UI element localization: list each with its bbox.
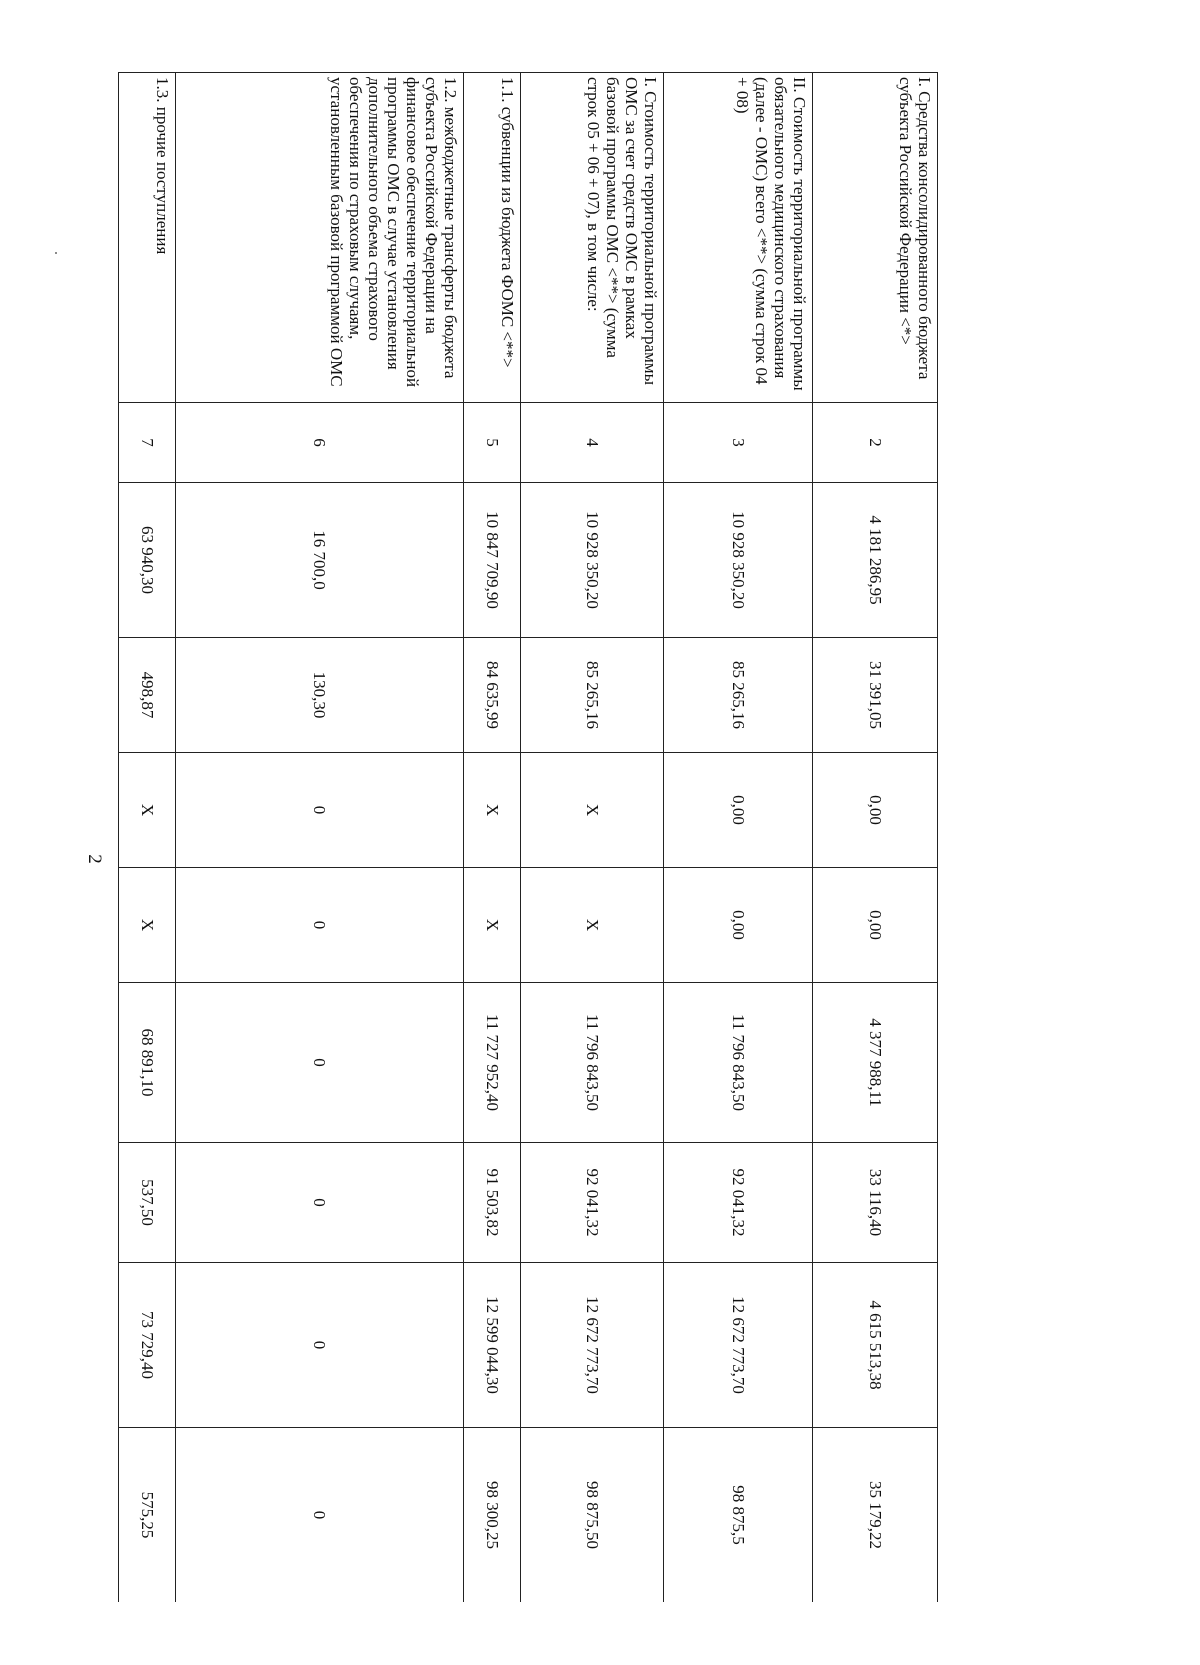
- value-cell: 33 116,40: [813, 1143, 938, 1263]
- value-cell: 92 041,32: [664, 1143, 813, 1263]
- value-cell: 10 928 350,20: [664, 483, 813, 638]
- value-cell: 575,25: [119, 1428, 176, 1603]
- table-row: [119, 73, 176, 1603]
- value-cell: 68 891,10: [119, 983, 176, 1143]
- value-cell: 10 847 709,90: [464, 483, 521, 638]
- table-row: [176, 73, 464, 1603]
- value-cell: 16 700,0: [176, 483, 464, 638]
- value-cell: 11 727 952,40: [464, 983, 521, 1143]
- value-cell: 0: [176, 983, 464, 1143]
- value-cell: 92 041,32: [521, 1143, 664, 1263]
- value-cell: 0: [176, 1143, 464, 1263]
- table-body: [119, 73, 938, 1603]
- value-cell: 35 179,22: [813, 1428, 938, 1603]
- value-cell: 130,30: [176, 638, 464, 753]
- row-line-number: 5: [464, 403, 521, 483]
- value-cell: X: [521, 868, 664, 983]
- value-cell: 0: [176, 868, 464, 983]
- value-cell: 4 615 513,38: [813, 1263, 938, 1428]
- table-row: [521, 73, 664, 1603]
- value-cell: X: [521, 753, 664, 868]
- value-cell: 11 796 843,50: [521, 983, 664, 1143]
- value-cell: 31 391,05: [813, 638, 938, 753]
- row-label: I. Стоимость территориальной программы ОМС за счет средств ОМС в рамках базовой программы ОМС <**> (сумма строк 05 + 06 + 07), в том числе:: [521, 73, 664, 403]
- value-cell: 537,50: [119, 1143, 176, 1263]
- row-label: II. Стоимость территориальной программы обязательного медицинского страхования (далее - ОМС) всего <**> (сумма строк 04 + 08): [664, 73, 813, 403]
- row-label: 1.2. межбюджетные трансферты бюджета субъекта Российской Федерации на финансовое обеспечение территориальной программы ОМС в случае установления дополнительного объема страхового обеспечения по страховым случаям, установленным базовой программой ОМС: [176, 73, 464, 403]
- row-line-number: 3: [664, 403, 813, 483]
- value-cell: 4 181 286,95: [813, 483, 938, 638]
- value-cell: 0: [176, 1428, 464, 1603]
- value-cell: 12 672 773,70: [521, 1263, 664, 1428]
- value-cell: 12 672 773,70: [664, 1263, 813, 1428]
- table-row: [813, 73, 938, 1603]
- value-cell: 0,00: [813, 868, 938, 983]
- value-cell: 12 599 044,30: [464, 1263, 521, 1428]
- value-cell: 0,00: [664, 753, 813, 868]
- row-line-number: 6: [176, 403, 464, 483]
- scan-speck: [55, 252, 57, 254]
- page-number: 2: [83, 854, 105, 864]
- value-cell: 0,00: [813, 753, 938, 868]
- row-line-number: 7: [119, 403, 176, 483]
- table-row: [664, 73, 813, 1603]
- value-cell: 98 300,25: [464, 1428, 521, 1603]
- value-cell: 73 729,40: [119, 1263, 176, 1428]
- table-container: [118, 72, 938, 1602]
- value-cell: 498,87: [119, 638, 176, 753]
- value-cell: X: [464, 753, 521, 868]
- value-cell: 98 875,50: [521, 1428, 664, 1603]
- value-cell: 84 635,99: [464, 638, 521, 753]
- table-row: [464, 73, 521, 1603]
- row-line-number: 2: [813, 403, 938, 483]
- value-cell: 0: [176, 1263, 464, 1428]
- value-cell: 63 940,30: [119, 483, 176, 638]
- value-cell: X: [464, 868, 521, 983]
- rotated-table: [118, 72, 938, 1602]
- row-line-number: 4: [521, 403, 664, 483]
- row-label: I. Средства консолидированного бюджета субъекта Российской Федерации <*>: [813, 73, 938, 403]
- value-cell: 91 503,82: [464, 1143, 521, 1263]
- value-cell: 11 796 843,50: [664, 983, 813, 1143]
- value-cell: 85 265,16: [664, 638, 813, 753]
- row-label: 1.3. прочие поступления: [119, 73, 176, 403]
- value-cell: X: [119, 753, 176, 868]
- value-cell: 10 928 350,20: [521, 483, 664, 638]
- financing-table: [118, 72, 938, 1602]
- value-cell: 85 265,16: [521, 638, 664, 753]
- value-cell: 0,00: [664, 868, 813, 983]
- value-cell: 4 377 988,11: [813, 983, 938, 1143]
- value-cell: 98 875,5: [664, 1428, 813, 1603]
- value-cell: 0: [176, 753, 464, 868]
- value-cell: X: [119, 868, 176, 983]
- row-label: 1.1. субвенции из бюджета ФОМС <**>: [464, 73, 521, 403]
